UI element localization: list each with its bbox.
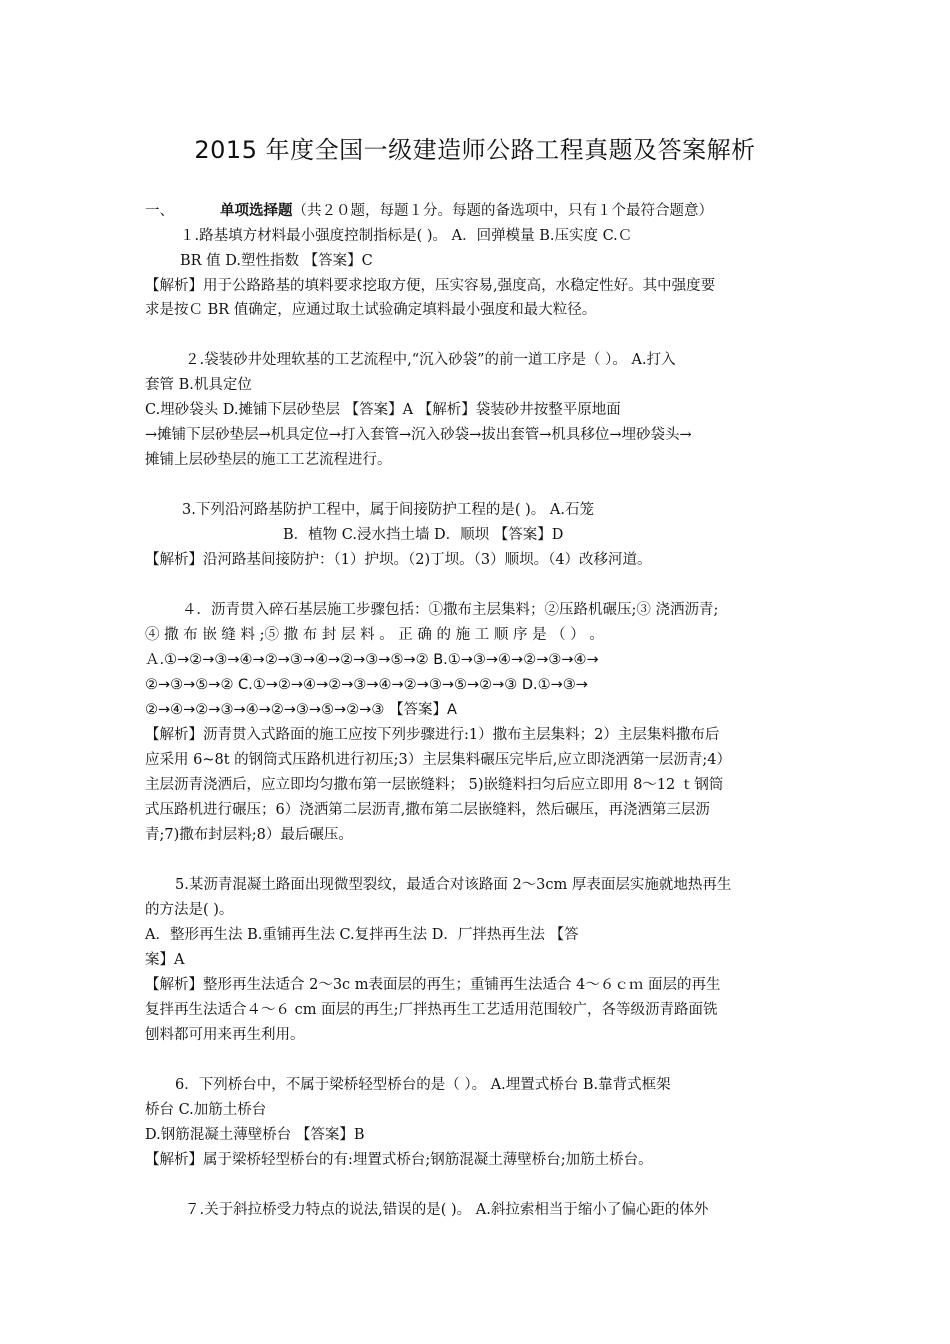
question-4-line-2: ④ 撒 布 嵌 缝 料 ;⑤ 撒 布 封 层 料 。 正 确 的 施 工 顺 序 是 （ ） 。 <box>145 627 604 643</box>
analysis-5-line-2: 复拌再生法适合４～６ cm 面层的再生;厂拌热再生工艺适用范围较广，各等级沥青路面铣 <box>145 1002 718 1018</box>
analysis-4-line-3: 主层沥青浇洒后，应立即均匀撒布第一层嵌缝料； 5)嵌缝料扫匀后应立即用 8～12 ｔ钢筒 <box>145 777 724 793</box>
question-5-line-1: 5.某沥青混凝土路面出现微型裂纹，最适合对该路面 2～3cm 厚表面层实施就地热再生 <box>175 877 732 893</box>
question-1-line-2: BR 值 D.塑性指数 【答案】C <box>180 253 373 269</box>
question-4-line-4: ②→③→⑤→② C.①→②→④→②→③→④→②→③→⑤→②→③ D.①→③→ <box>145 677 588 693</box>
analysis-1-line-1: 【解析】用于公路路基的填料要求挖取方便，压实容易,强度高，水稳定性好。其中强度要 <box>145 278 716 294</box>
question-4-line-5: ②→④→②→③→④→②→③→⑤→②→③ 【答案】A <box>145 702 457 718</box>
question-5-line-2: 的方法是( )。 <box>145 902 234 918</box>
analysis-5-line-1: 【解析】整形再生法适合 2～3c m表面层的再生；重铺再生法适合 4～６ｃｍ 面层的再生 <box>145 977 721 993</box>
question-2-line-2: 套管 B.机具定位 <box>145 377 252 393</box>
analysis-2-line-2: 摊铺上层砂垫层的施工工艺流程进行。 <box>145 452 392 468</box>
question-3-line-1: 3.下列沿河路基防护工程中，属于间接防护工程的是( )。 A.石笼 <box>182 502 594 518</box>
analysis-6-line-1: 【解析】属于梁桥轻型桥台的有:埋置式桥台;钢筋混凝土薄壁桥台;加筋土桥台。 <box>145 1152 653 1168</box>
question-5-line-3: A．整形再生法 B.重铺再生法 C.复拌再生法 D．厂拌热再生法 【答 <box>145 927 579 943</box>
analysis-4-line-5: 青;7)撒布封层料;8）最后碾压。 <box>145 827 353 843</box>
question-3-line-2: B．植物 C.浸水挡土墙 D．顺坝 【答案】D <box>283 527 564 543</box>
analysis-4-line-2: 应采用 6~8t 的钢筒式压路机进行初压;3）主层集料碾压完毕后,应立即浇洒第一层沥青;4） <box>145 752 731 768</box>
analysis-2-line-1: →摊铺下层砂垫层→机具定位→打入套管→沉入砂袋→拔出套管→机具移位→埋砂袋头→ <box>145 427 692 443</box>
analysis-3-line-1: 【解析】沿河路基间接防护：（1）护坝。（2)丁坝。（3）顺坝。（4）改移河道。 <box>145 552 652 568</box>
section-heading: 单项选择题 <box>220 202 293 219</box>
question-7-line-1: ７.关于斜拉桥受力特点的说法,错误的是( )。 A.斜拉索相当于缩小了偏心距的体外 <box>185 1202 709 1218</box>
document-title: 2015 年度全国一级建造师公路工程真题及答案解析 <box>194 136 756 164</box>
question-5-line-4: 案】A <box>145 952 185 968</box>
analysis-4-line-4: 式压路机进行碾压；6）浇洒第二层沥青,撒布第二层嵌缝料，然后碾压，再浇洒第三层沥 <box>145 802 710 818</box>
question-2-line-1: ２.袋装砂井处理软基的工艺流程中,“沉入砂袋”的前一道工序是（ ）。 A.打入 <box>185 352 676 368</box>
section-note: （共２０题，每题１分。每题的备选项中，只有１个最符合题意） <box>292 203 713 219</box>
question-4-line-3: Ａ.①→②→③→④→②→③→④→②→③→⑤→② B.①→③→④→②→③→④→ <box>145 652 599 668</box>
analysis-4-line-1: 【解析】沥青贯入式路面的施工应按下列步骤进行:1）撒布主层集料；2）主层集料撒布后 <box>145 727 720 743</box>
analysis-1-line-2: 求是按Ｃ BR 值确定，应通过取土试验确定填料最小强度和最大粒径。 <box>145 302 597 318</box>
question-6-line-3: D.钢筋混凝土薄壁桥台 【答案】B <box>145 1127 365 1143</box>
question-6-line-1: 6．下列桥台中，不属于梁桥轻型桥台的是（ ）。 A.埋置式桥台 B.靠背式框架 <box>175 1077 671 1093</box>
question-4-line-1: ４．沥青贯入碎石基层施工步骤包括：①撒布主层集料；②压路机碾压;③ 浇洒沥青; <box>182 602 719 618</box>
question-6-line-2: 桥台 C.加筋土桥台 <box>145 1102 267 1118</box>
section-number: 一、 <box>145 203 174 219</box>
section-heading-line <box>145 199 815 223</box>
question-1-line-1: １.路基填方材料最小强度控制指标是( )。 A．回弹模量 B.压实度 C.Ｃ <box>180 228 633 244</box>
question-2-line-3: C.埋砂袋头 D.摊铺下层砂垫层 【答案】A 【解析】袋装砂井按整平原地面 <box>145 402 621 418</box>
analysis-5-line-3: 刨料都可用来再生利用。 <box>145 1027 305 1043</box>
